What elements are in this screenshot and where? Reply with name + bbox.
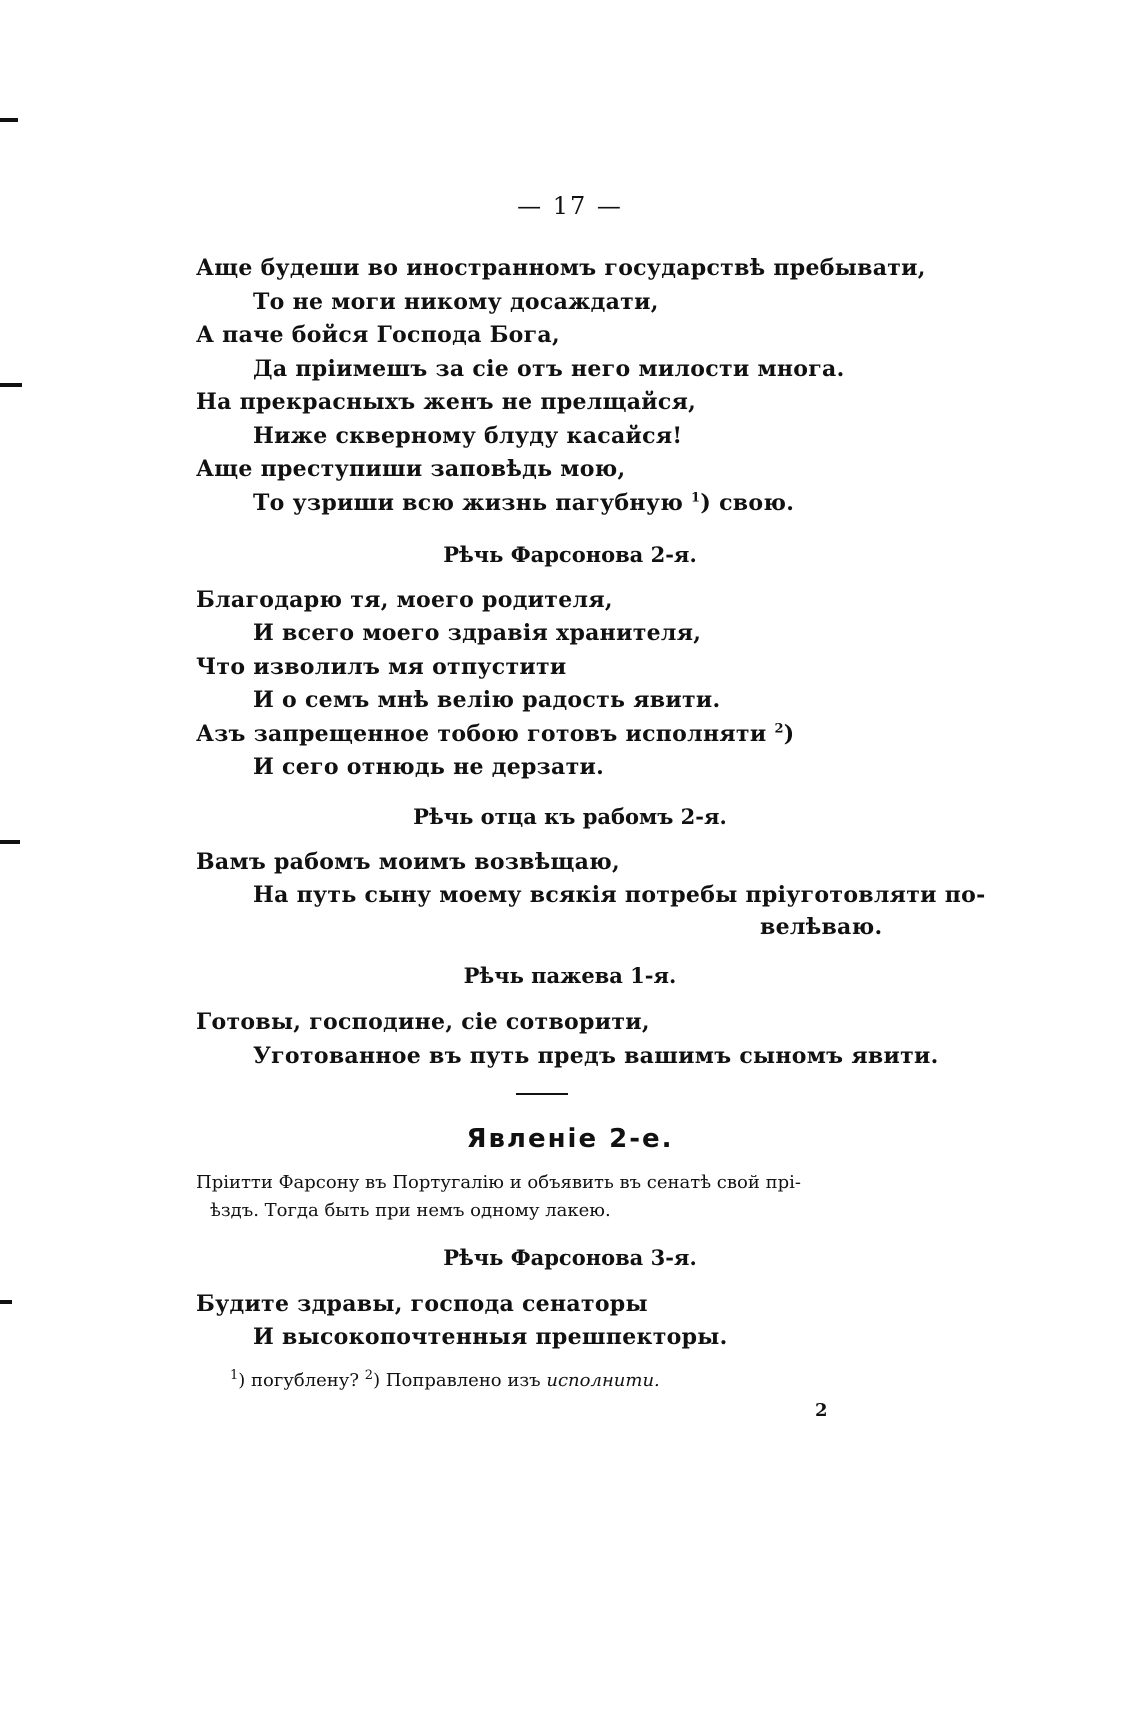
- margin-mark: [0, 1300, 12, 1304]
- margin-mark: [0, 383, 22, 387]
- section-divider: [516, 1093, 568, 1095]
- verse-line: Да пріимешъ за сіе отъ него милости многа.: [253, 356, 845, 382]
- verse-line: Готовы, господине, сіе сотворити,: [196, 1009, 650, 1035]
- verse-line: На путь сыну моему всякія потребы пріуготовляти по-: [253, 882, 986, 908]
- verse-line: И всего моего здравія хранителя,: [253, 620, 702, 646]
- verse-text: То узриши всю жизнь пагубную: [253, 490, 684, 516]
- stage-direction-line: Пріитти Фарсону въ Португалію и объявить въ сенатѣ свой прі-: [196, 1172, 801, 1193]
- verse-line: То не моги никому досаждати,: [253, 289, 659, 315]
- verse-line: Аще преступиши заповѣдь мою,: [196, 456, 626, 482]
- verse-line: И сего отнюдь не дерзати.: [253, 754, 605, 780]
- footnote: [230, 1370, 660, 1391]
- verse-line: Уготованное въ путь предъ вашимъ сыномъ явити.: [253, 1043, 939, 1069]
- act-title: Явленіе 2-е.: [466, 1124, 674, 1154]
- speech-heading: Рѣчь отца къ рабомъ 2-я.: [413, 804, 727, 829]
- verse-line: Что изволилъ мя отпустити: [196, 654, 567, 680]
- margin-mark: [0, 840, 20, 844]
- verse-line: Азъ запрещенное тобою готовъ исполняти $^2$): [196, 721, 795, 747]
- footnote-text: ) Поправлено изъ: [373, 1370, 541, 1391]
- verse-line: Будите здравы, господа сенаторы: [196, 1291, 648, 1317]
- footnote-ref: 1: [691, 490, 701, 506]
- verse-line: А паче бойся Господа Бога,: [196, 322, 560, 348]
- verse-line: Аще будеши во иностранномъ государствѣ пребывати,: [196, 255, 926, 281]
- verse-line: И высокопочтенныя прешпекторы.: [253, 1324, 728, 1350]
- speech-heading: Рѣчь Фарсонова 3-я.: [443, 1245, 697, 1270]
- verse-line: На прекрасныхъ женъ не прелщайся,: [196, 389, 697, 415]
- margin-mark: [0, 118, 18, 122]
- footnote-italic: исполнити.: [546, 1370, 660, 1391]
- verse-line: Ниже скверному блуду касайся!: [253, 423, 683, 449]
- footnote-mark: 1: [230, 1368, 239, 1383]
- signature-mark: 2: [815, 1400, 828, 1421]
- verse-text: Азъ запрещенное тобою готовъ исполняти: [196, 721, 767, 747]
- page-number: — 17 —: [517, 192, 623, 220]
- speech-heading: Рѣчь пажева 1-я.: [463, 963, 677, 988]
- verse-text: свою.: [719, 490, 795, 516]
- verse-line: велѣваю.: [760, 914, 883, 940]
- speech-heading: Рѣчь Фарсонова 2-я.: [443, 542, 697, 567]
- verse-line: И о семъ мнѣ велію радость явити.: [253, 687, 721, 713]
- verse-line: Благодарю тя, моего родителя,: [196, 587, 613, 613]
- verse-line: Вамъ рабомъ моимъ возвѣщаю,: [196, 849, 621, 875]
- verse-line: То узриши всю жизнь пагубную $^1$) свою.: [253, 490, 795, 516]
- stage-direction-line: ѣздъ. Тогда быть при немъ одному лакею.: [210, 1200, 611, 1221]
- footnote-ref: 2: [774, 721, 784, 737]
- footnote-mark: 2: [364, 1368, 374, 1383]
- footnote-text: ) погублену?: [238, 1370, 360, 1391]
